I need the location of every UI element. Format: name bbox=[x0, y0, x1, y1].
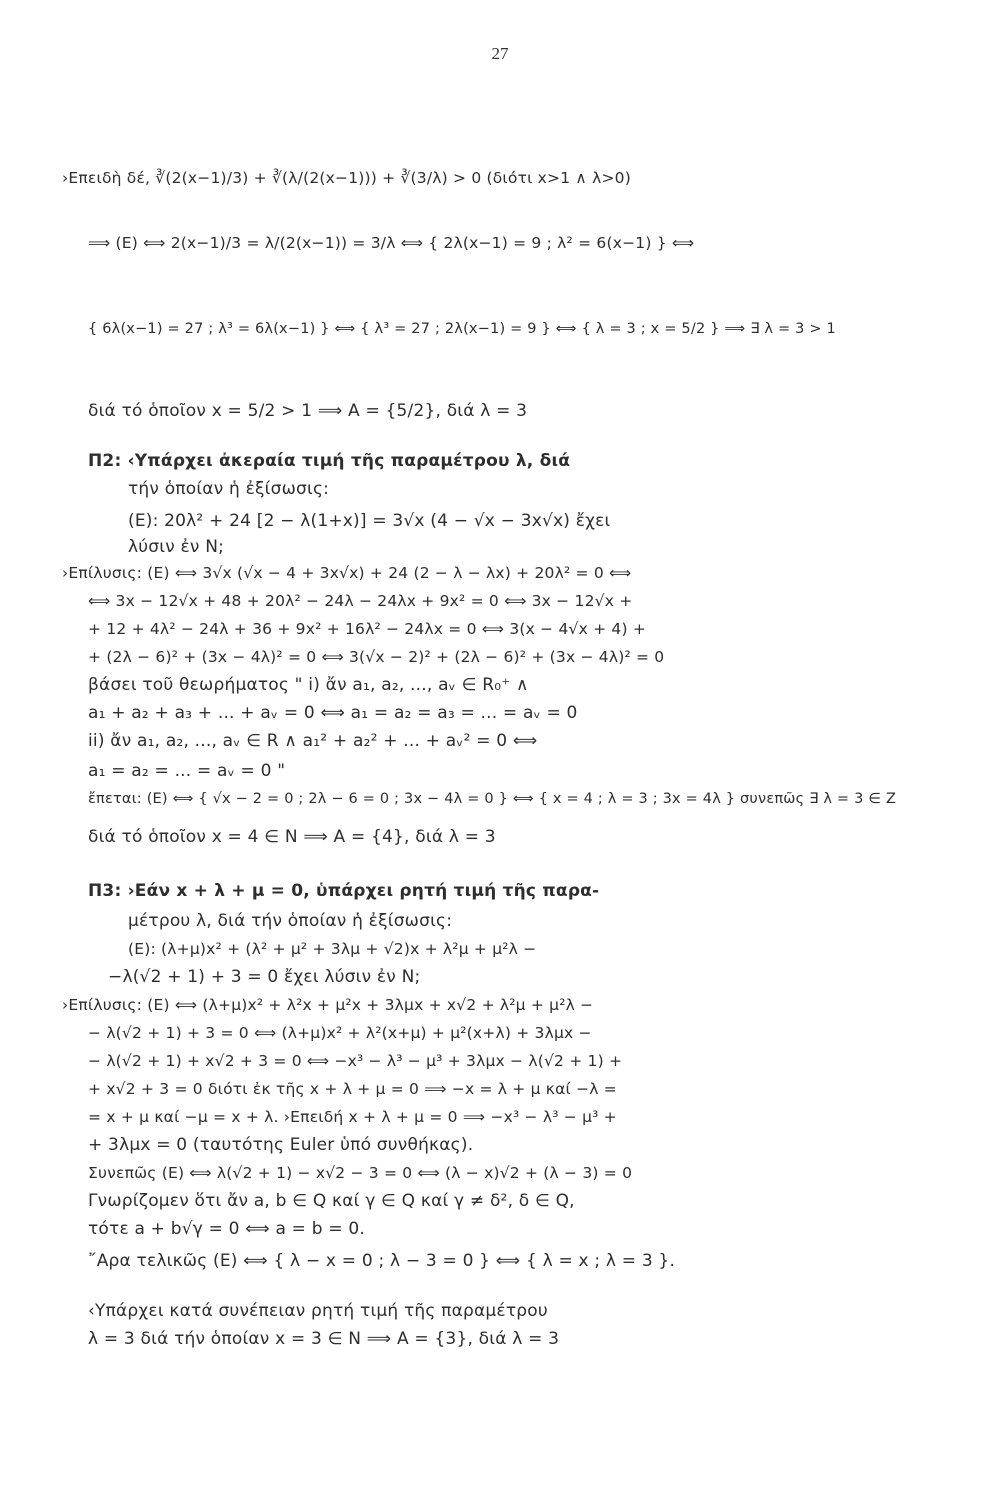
problem-heading: Π2: ‹Υπάρχει ἀκεραία τιμή τῆς παραμέτρου λ, διά bbox=[88, 451, 571, 471]
page-number: 27 bbox=[491, 44, 509, 63]
text-line: διά τό ὁποῖον x = 5/2 > 1 ⟹ A = {5/2}, διά λ = 3 bbox=[88, 401, 528, 421]
text-line: + 12 + 4λ² − 24λ + 36 + 9x² + 16λ² − 24λx = 0 ⟺ 3(x − 4√x + 4) + bbox=[88, 620, 647, 638]
text-line: Συνεπῶς (E) ⟺ λ(√2 + 1) − x√2 − 3 = 0 ⟺ (λ − x)√2 + (λ − 3) = 0 bbox=[88, 1164, 633, 1182]
text-line: λ = 3 διά τήν ὁποίαν x = 3 ∈ N ⟹ A = {3}, διά λ = 3 bbox=[88, 1329, 560, 1349]
text-line: τήν ὁποίαν ἡ ἐξίσωσις: bbox=[128, 479, 330, 499]
text-line: a₁ = a₂ = ... = aᵥ = 0 " bbox=[88, 761, 286, 781]
text-line: − λ(√2 + 1) + 3 = 0 ⟺ (λ+μ)x² + λ²(x+μ) + μ²(x+λ) + 3λμx − bbox=[88, 1024, 592, 1042]
text-line: ⟹ (E) ⟺ 2(x−1)/3 = λ/(2(x−1)) = 3/λ ⟺ { 2λ(x−1) = 9 ; λ² = 6(x−1) } ⟺ bbox=[88, 234, 695, 252]
text-line: ›Επειδὴ δέ, ∛(2(x−1)/3) + ∛(λ/(2(x−1))) + ∛(3/λ) > 0 (διότι x>1 ∧ λ>0) bbox=[62, 169, 631, 187]
text-line: ›Επίλυσις: (E) ⟺ 3√x (√x − 4 + 3x√x) + 24 (2 − λ − λx) + 20λ² = 0 ⟺ bbox=[62, 564, 632, 582]
text-line: + (2λ − 6)² + (3x − 4λ)² = 0 ⟺ 3(√x − 2)² + (2λ − 6)² + (3x − 4λ)² = 0 bbox=[88, 648, 665, 666]
text-line: + 3λμx = 0 (ταυτότης Euler ὑπό συνθήκας). bbox=[88, 1135, 474, 1155]
text-line: Γνωρίζομεν ὅτι ἄν a, b ∈ Q καί γ ∈ Q καί γ ≠ δ², δ ∈ Q, bbox=[88, 1191, 575, 1211]
text-line: a₁ + a₂ + a₃ + ... + aᵥ = 0 ⟺ a₁ = a₂ = a₃ = ... = aᵥ = 0 bbox=[88, 703, 578, 723]
text-line: + x√2 + 3 = 0 διότι ἐκ τῆς x + λ + μ = 0 ⟹ −x = λ + μ καί −λ = bbox=[88, 1080, 617, 1098]
text-line: −λ(√2 + 1) + 3 = 0 ἔχει λύσιν ἐν N; bbox=[108, 967, 421, 987]
text-line: τότε a + b√γ = 0 ⟺ a = b = 0. bbox=[88, 1219, 365, 1239]
text-line: − λ(√2 + 1) + x√2 + 3 = 0 ⟺ −x³ − λ³ − μ³ + 3λμx − λ(√2 + 1) + bbox=[88, 1052, 623, 1070]
text-line: ⟺ 3x − 12√x + 48 + 20λ² − 24λ − 24λx + 9x² = 0 ⟺ 3x − 12√x + bbox=[88, 592, 633, 610]
text-line: διά τό ὁποῖον x = 4 ∈ N ⟹ A = {4}, διά λ = 3 bbox=[88, 827, 496, 847]
text-line: (E): 20λ² + 24 [2 − λ(1+x)] = 3√x (4 − √x − 3x√x) ἔχει bbox=[128, 511, 611, 531]
text-line: { 6λ(x−1) = 27 ; λ³ = 6λ(x−1) } ⟺ { λ³ = 27 ; 2λ(x−1) = 9 } ⟺ { λ = 3 ; x = 5/2 } ⟹ ∃ λ = 3 > 1 bbox=[88, 321, 836, 337]
text-line: ‹Υπάρχει κατά συνέπειαν ρητή τιμή τῆς παραμέτρου bbox=[88, 1301, 548, 1321]
text-line: ἔπεται: (E) ⟺ { √x − 2 = 0 ; 2λ − 6 = 0 ; 3x − 4λ = 0 } ⟺ { x = 4 ; λ = 3 ; 3x = 4λ } συνεπῶς ∃ λ = 3 ∈ Z bbox=[88, 791, 897, 807]
text-line: μέτρου λ, διά τήν ὁποίαν ἡ ἐξίσωσις: bbox=[128, 911, 453, 931]
text-line: = x + μ καί −μ = x + λ. ›Επειδή x + λ + μ = 0 ⟹ −x³ − λ³ − μ³ + bbox=[88, 1108, 617, 1126]
text-line: ›Επίλυσις: (E) ⟺ (λ+μ)x² + λ²x + μ²x + 3λμx + x√2 + λ²μ + μ²λ − bbox=[62, 996, 594, 1014]
text-line: ῎Αρα τελικῶς (E) ⟺ { λ − x = 0 ; λ − 3 = 0 } ⟺ { λ = x ; λ = 3 }. bbox=[88, 1251, 676, 1271]
text-line: λύσιν ἐν N; bbox=[128, 537, 225, 557]
problem-heading: Π3: ›Εάν x + λ + μ = 0, ὑπάρχει ρητή τιμή τῆς παρα- bbox=[88, 881, 600, 901]
text-line: βάσει τοῦ θεωρήματος " i) ἄν a₁, a₂, ..., aᵥ ∈ R₀⁺ ∧ bbox=[88, 675, 529, 695]
text-line: (E): (λ+μ)x² + (λ² + μ² + 3λμ + √2)x + λ²μ + μ²λ − bbox=[128, 940, 537, 958]
text-line: ii) ἄν a₁, a₂, ..., aᵥ ∈ R ∧ a₁² + a₂² + ... + aᵥ² = 0 ⟺ bbox=[88, 731, 538, 751]
